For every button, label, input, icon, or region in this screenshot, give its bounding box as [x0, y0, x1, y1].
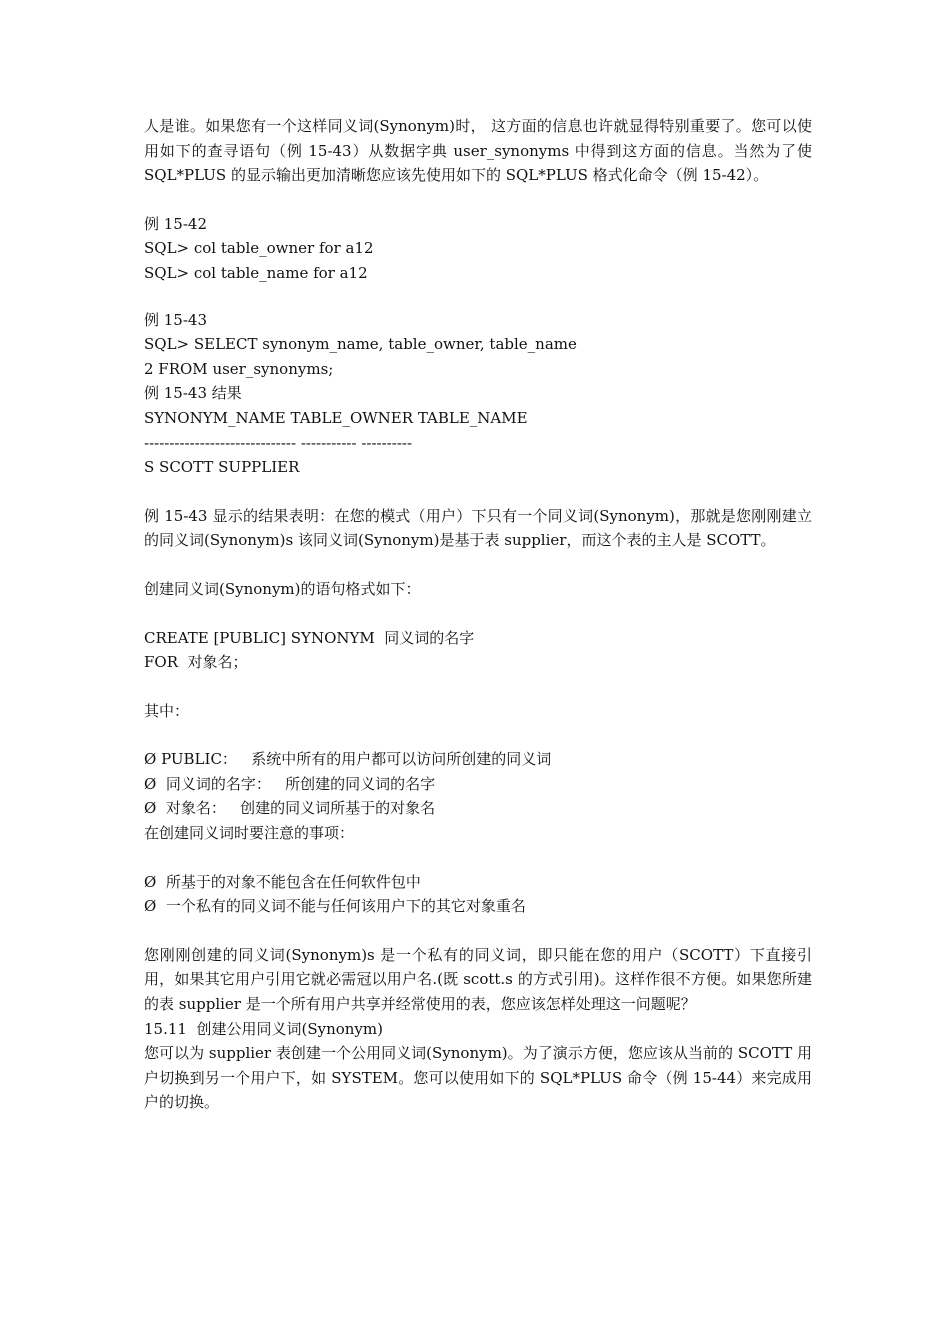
example-15-43-line-1: SQL> SELECT synonym_name, table_owner, table_name [144, 335, 577, 354]
bullet-synonym-name: Ø 同义词的名字： 所创建的同义词的名字 [144, 774, 436, 793]
section-heading: 15.11 创建公用同义词(Synonym) [144, 1019, 383, 1038]
result-row: S SCOTT SUPPLIER [144, 458, 300, 477]
document-page [144, 114, 812, 1115]
note-bullet-1: Ø 所基于的对象不能包含在任何软件包中 [144, 872, 421, 891]
example-15-42-line-2: SQL> col table_name for a12 [144, 263, 368, 282]
example-15-43-result-title: 例 15-43 结果 [144, 384, 242, 403]
bullet-object-name: Ø 对象名： 创建的同义词所基于的对象名 [144, 799, 436, 818]
note-bullet-2: Ø 一个私有的同义词不能与任何该用户下的其它对象重名 [144, 897, 526, 916]
syntax-intro: 创建同义词(Synonym)的语句格式如下： [144, 579, 421, 598]
example-15-43-title: 例 15-43 [144, 310, 208, 329]
example-15-42-title: 例 15-42 [144, 214, 208, 233]
result-divider: ------------------------------ ----------- ---------- [144, 433, 413, 452]
public-synonym-paragraph: 您可以为 supplier 表创建一个公用同义词(Synonym)。为了演示方便，您应该从当前的 SCOTT 用户切换到另一个用户下，如 SYSTEM。您可以使用如下的 SQL*PLUS 命令（例 15-44）来完成用户的切换。 [144, 1044, 812, 1112]
where-label: 其中： [144, 701, 190, 720]
example-15-42-line-1: SQL> col table_owner for a12 [144, 239, 374, 258]
result-explanation-paragraph: 例 15-43 显示的结果表明：在您的模式（用户）下只有一个同义词(Synonym)，那就是您刚刚建立的同义词(Synonym)s 该同义词(Synonym)是基于表 supplier，而这个表的主人是 SCOTT。 [144, 506, 812, 550]
bullet-public: Ø PUBLIC： 系统中所有的用户都可以访问所创建的同义词 [144, 750, 552, 769]
intro-paragraph: 人是谁。如果您有一个这样同义词(Synonym)时， 这方面的信息也许就显得特别重要了。您可以使用如下的查寻语句（例 15-43）从数据字典 user_synonyms 中得到这方面的信息。当然为了使 SQL*PLUS 的显示输出更加清晰您应该先使用如下的 SQL*PLUS 格式化命令（例 15-42）。 [144, 117, 812, 185]
example-15-43-line-2: 2 FROM user_synonyms; [144, 359, 334, 378]
syntax-line-2: FOR 对象名； [144, 653, 248, 672]
notes-label: 在创建同义词时要注意的事项： [144, 824, 355, 843]
private-synonym-paragraph: 您刚刚创建的同义词(Synonym)s 是一个私有的同义词，即只能在您的用户（SCOTT）下直接引用，如果其它用户引用它就必需冠以用户名.(既 scott.s 的方式引用)。这样作很不方便。如果您所建的表 supplier 是一个所有用户共享并经常使用的表，您应该怎样处理这一问题呢？ [144, 945, 812, 1014]
syntax-line-1: CREATE [PUBLIC] SYNONYM 同义词的名字 [144, 628, 475, 647]
result-header: SYNONYM_NAME TABLE_OWNER TABLE_NAME [144, 408, 528, 427]
